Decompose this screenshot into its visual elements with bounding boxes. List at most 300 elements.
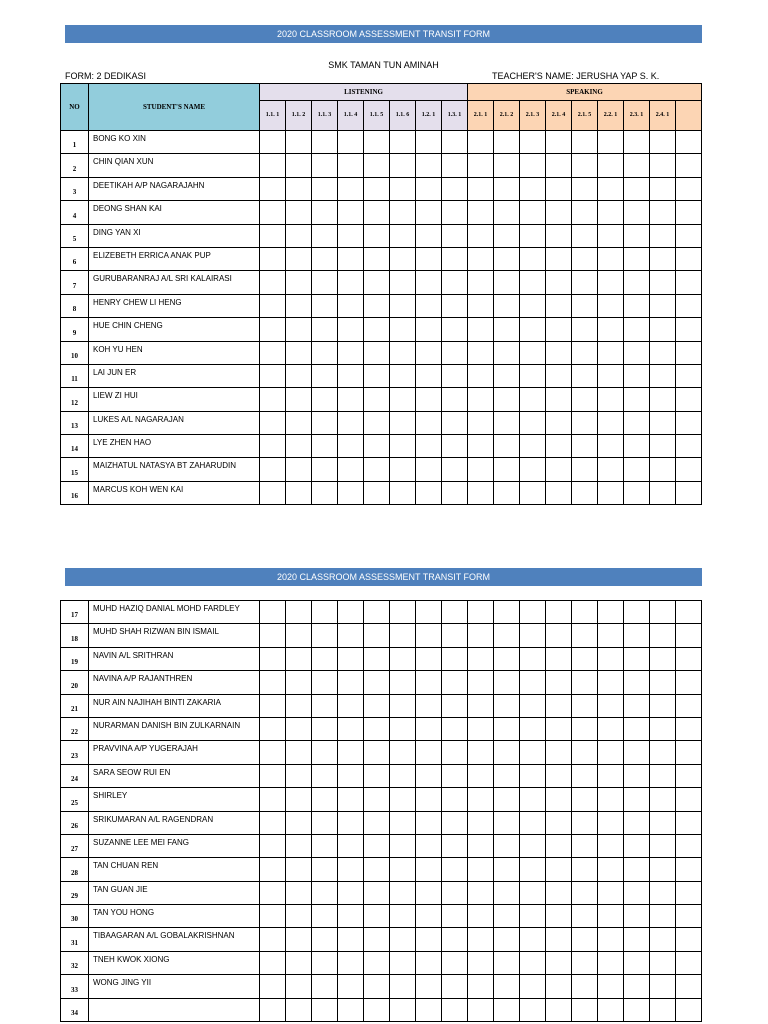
speaking-mark-cell[interactable] (468, 388, 494, 411)
speaking-mark-cell[interactable] (650, 177, 676, 200)
speaking-mark-cell[interactable] (624, 458, 650, 481)
listening-mark-cell[interactable] (364, 624, 390, 647)
listening-mark-cell[interactable] (416, 881, 442, 904)
listening-mark-cell[interactable] (260, 458, 286, 481)
speaking-mark-cell[interactable] (676, 131, 702, 154)
speaking-mark-cell[interactable] (598, 717, 624, 740)
speaking-mark-cell[interactable] (494, 601, 520, 624)
listening-mark-cell[interactable] (442, 764, 468, 787)
speaking-mark-cell[interactable] (624, 928, 650, 951)
speaking-mark-cell[interactable] (598, 294, 624, 317)
listening-mark-cell[interactable] (416, 764, 442, 787)
speaking-mark-cell[interactable] (624, 177, 650, 200)
speaking-mark-cell[interactable] (468, 131, 494, 154)
speaking-mark-cell[interactable] (598, 271, 624, 294)
speaking-mark-cell[interactable] (494, 294, 520, 317)
listening-mark-cell[interactable] (260, 341, 286, 364)
speaking-mark-cell[interactable] (546, 458, 572, 481)
speaking-mark-cell[interactable] (650, 154, 676, 177)
listening-mark-cell[interactable] (364, 318, 390, 341)
listening-mark-cell[interactable] (260, 647, 286, 670)
speaking-mark-cell[interactable] (650, 764, 676, 787)
speaking-mark-cell[interactable] (624, 201, 650, 224)
speaking-mark-cell[interactable] (520, 998, 546, 1021)
listening-mark-cell[interactable] (442, 928, 468, 951)
speaking-mark-cell[interactable] (546, 647, 572, 670)
listening-mark-cell[interactable] (338, 294, 364, 317)
listening-mark-cell[interactable] (442, 834, 468, 857)
listening-mark-cell[interactable] (364, 341, 390, 364)
speaking-mark-cell[interactable] (468, 341, 494, 364)
speaking-mark-cell[interactable] (624, 671, 650, 694)
speaking-mark-cell[interactable] (572, 834, 598, 857)
listening-mark-cell[interactable] (338, 177, 364, 200)
listening-mark-cell[interactable] (312, 998, 338, 1021)
speaking-mark-cell[interactable] (520, 624, 546, 647)
listening-mark-cell[interactable] (442, 881, 468, 904)
speaking-mark-cell[interactable] (650, 411, 676, 434)
listening-mark-cell[interactable] (338, 154, 364, 177)
speaking-mark-cell[interactable] (624, 388, 650, 411)
speaking-mark-cell[interactable] (468, 294, 494, 317)
listening-mark-cell[interactable] (286, 928, 312, 951)
speaking-mark-cell[interactable] (468, 318, 494, 341)
listening-mark-cell[interactable] (416, 131, 442, 154)
speaking-mark-cell[interactable] (598, 458, 624, 481)
listening-mark-cell[interactable] (286, 764, 312, 787)
listening-mark-cell[interactable] (442, 131, 468, 154)
speaking-mark-cell[interactable] (494, 318, 520, 341)
listening-mark-cell[interactable] (286, 341, 312, 364)
listening-mark-cell[interactable] (312, 741, 338, 764)
listening-mark-cell[interactable] (260, 131, 286, 154)
speaking-mark-cell[interactable] (468, 741, 494, 764)
listening-mark-cell[interactable] (390, 764, 416, 787)
speaking-mark-cell[interactable] (598, 647, 624, 670)
speaking-mark-cell[interactable] (572, 647, 598, 670)
speaking-mark-cell[interactable] (624, 318, 650, 341)
speaking-mark-cell[interactable] (520, 154, 546, 177)
speaking-mark-cell[interactable] (520, 905, 546, 928)
speaking-mark-cell[interactable] (598, 154, 624, 177)
speaking-mark-cell[interactable] (624, 294, 650, 317)
speaking-mark-cell[interactable] (598, 318, 624, 341)
speaking-mark-cell[interactable] (624, 764, 650, 787)
speaking-mark-cell[interactable] (624, 247, 650, 270)
speaking-mark-cell[interactable] (650, 975, 676, 998)
speaking-mark-cell[interactable] (468, 154, 494, 177)
listening-mark-cell[interactable] (338, 411, 364, 434)
listening-mark-cell[interactable] (286, 411, 312, 434)
speaking-mark-cell[interactable] (520, 811, 546, 834)
listening-mark-cell[interactable] (338, 741, 364, 764)
listening-mark-cell[interactable] (312, 905, 338, 928)
listening-mark-cell[interactable] (416, 388, 442, 411)
speaking-mark-cell[interactable] (546, 271, 572, 294)
speaking-mark-cell[interactable] (520, 177, 546, 200)
listening-mark-cell[interactable] (416, 951, 442, 974)
speaking-mark-cell[interactable] (468, 834, 494, 857)
listening-mark-cell[interactable] (416, 411, 442, 434)
speaking-mark-cell[interactable] (572, 458, 598, 481)
listening-mark-cell[interactable] (442, 224, 468, 247)
listening-mark-cell[interactable] (442, 435, 468, 458)
listening-mark-cell[interactable] (286, 201, 312, 224)
listening-mark-cell[interactable] (338, 247, 364, 270)
listening-mark-cell[interactable] (364, 247, 390, 270)
listening-mark-cell[interactable] (416, 318, 442, 341)
listening-mark-cell[interactable] (364, 811, 390, 834)
speaking-mark-cell[interactable] (572, 318, 598, 341)
listening-mark-cell[interactable] (260, 905, 286, 928)
listening-mark-cell[interactable] (364, 764, 390, 787)
speaking-mark-cell[interactable] (624, 905, 650, 928)
listening-mark-cell[interactable] (416, 601, 442, 624)
speaking-mark-cell[interactable] (676, 411, 702, 434)
speaking-mark-cell[interactable] (520, 388, 546, 411)
listening-mark-cell[interactable] (312, 271, 338, 294)
speaking-mark-cell[interactable] (598, 624, 624, 647)
speaking-mark-cell[interactable] (676, 881, 702, 904)
listening-mark-cell[interactable] (390, 998, 416, 1021)
listening-mark-cell[interactable] (260, 998, 286, 1021)
listening-mark-cell[interactable] (364, 154, 390, 177)
listening-mark-cell[interactable] (390, 131, 416, 154)
listening-mark-cell[interactable] (286, 717, 312, 740)
speaking-mark-cell[interactable] (494, 154, 520, 177)
speaking-mark-cell[interactable] (494, 411, 520, 434)
speaking-mark-cell[interactable] (598, 411, 624, 434)
speaking-mark-cell[interactable] (624, 624, 650, 647)
speaking-mark-cell[interactable] (546, 318, 572, 341)
speaking-mark-cell[interactable] (494, 481, 520, 504)
speaking-mark-cell[interactable] (520, 481, 546, 504)
listening-mark-cell[interactable] (416, 717, 442, 740)
listening-mark-cell[interactable] (286, 741, 312, 764)
listening-mark-cell[interactable] (416, 341, 442, 364)
speaking-mark-cell[interactable] (546, 788, 572, 811)
listening-mark-cell[interactable] (312, 951, 338, 974)
listening-mark-cell[interactable] (416, 435, 442, 458)
speaking-mark-cell[interactable] (624, 364, 650, 387)
speaking-mark-cell[interactable] (468, 224, 494, 247)
listening-mark-cell[interactable] (416, 247, 442, 270)
speaking-mark-cell[interactable] (468, 881, 494, 904)
listening-mark-cell[interactable] (390, 717, 416, 740)
listening-mark-cell[interactable] (286, 998, 312, 1021)
speaking-mark-cell[interactable] (598, 364, 624, 387)
listening-mark-cell[interactable] (364, 998, 390, 1021)
listening-mark-cell[interactable] (260, 741, 286, 764)
speaking-mark-cell[interactable] (598, 975, 624, 998)
listening-mark-cell[interactable] (416, 741, 442, 764)
listening-mark-cell[interactable] (312, 294, 338, 317)
listening-mark-cell[interactable] (260, 201, 286, 224)
speaking-mark-cell[interactable] (494, 858, 520, 881)
speaking-mark-cell[interactable] (572, 764, 598, 787)
speaking-mark-cell[interactable] (650, 271, 676, 294)
speaking-mark-cell[interactable] (598, 341, 624, 364)
speaking-mark-cell[interactable] (624, 788, 650, 811)
speaking-mark-cell[interactable] (520, 858, 546, 881)
speaking-mark-cell[interactable] (572, 624, 598, 647)
speaking-mark-cell[interactable] (520, 741, 546, 764)
listening-mark-cell[interactable] (338, 858, 364, 881)
speaking-mark-cell[interactable] (520, 928, 546, 951)
listening-mark-cell[interactable] (312, 834, 338, 857)
listening-mark-cell[interactable] (260, 177, 286, 200)
speaking-mark-cell[interactable] (546, 294, 572, 317)
listening-mark-cell[interactable] (260, 694, 286, 717)
speaking-mark-cell[interactable] (520, 318, 546, 341)
speaking-mark-cell[interactable] (468, 201, 494, 224)
speaking-mark-cell[interactable] (572, 671, 598, 694)
listening-mark-cell[interactable] (416, 834, 442, 857)
speaking-mark-cell[interactable] (650, 224, 676, 247)
listening-mark-cell[interactable] (364, 858, 390, 881)
listening-mark-cell[interactable] (260, 858, 286, 881)
speaking-mark-cell[interactable] (494, 928, 520, 951)
listening-mark-cell[interactable] (338, 364, 364, 387)
listening-mark-cell[interactable] (442, 271, 468, 294)
listening-mark-cell[interactable] (338, 788, 364, 811)
speaking-mark-cell[interactable] (676, 458, 702, 481)
speaking-mark-cell[interactable] (676, 201, 702, 224)
listening-mark-cell[interactable] (390, 811, 416, 834)
listening-mark-cell[interactable] (416, 458, 442, 481)
listening-mark-cell[interactable] (312, 247, 338, 270)
listening-mark-cell[interactable] (390, 834, 416, 857)
speaking-mark-cell[interactable] (572, 154, 598, 177)
speaking-mark-cell[interactable] (468, 411, 494, 434)
listening-mark-cell[interactable] (442, 647, 468, 670)
speaking-mark-cell[interactable] (494, 834, 520, 857)
speaking-mark-cell[interactable] (546, 881, 572, 904)
listening-mark-cell[interactable] (286, 458, 312, 481)
speaking-mark-cell[interactable] (676, 388, 702, 411)
speaking-mark-cell[interactable] (572, 341, 598, 364)
listening-mark-cell[interactable] (338, 928, 364, 951)
listening-mark-cell[interactable] (260, 247, 286, 270)
speaking-mark-cell[interactable] (676, 318, 702, 341)
listening-mark-cell[interactable] (416, 928, 442, 951)
speaking-mark-cell[interactable] (650, 858, 676, 881)
speaking-mark-cell[interactable] (494, 247, 520, 270)
listening-mark-cell[interactable] (442, 717, 468, 740)
listening-mark-cell[interactable] (442, 788, 468, 811)
listening-mark-cell[interactable] (364, 131, 390, 154)
speaking-mark-cell[interactable] (650, 811, 676, 834)
listening-mark-cell[interactable] (442, 624, 468, 647)
speaking-mark-cell[interactable] (650, 341, 676, 364)
listening-mark-cell[interactable] (338, 224, 364, 247)
speaking-mark-cell[interactable] (468, 247, 494, 270)
speaking-mark-cell[interactable] (546, 224, 572, 247)
listening-mark-cell[interactable] (338, 811, 364, 834)
listening-mark-cell[interactable] (260, 811, 286, 834)
speaking-mark-cell[interactable] (650, 671, 676, 694)
speaking-mark-cell[interactable] (572, 177, 598, 200)
speaking-mark-cell[interactable] (494, 951, 520, 974)
listening-mark-cell[interactable] (364, 177, 390, 200)
speaking-mark-cell[interactable] (494, 624, 520, 647)
speaking-mark-cell[interactable] (494, 717, 520, 740)
speaking-mark-cell[interactable] (650, 435, 676, 458)
listening-mark-cell[interactable] (364, 271, 390, 294)
speaking-mark-cell[interactable] (572, 694, 598, 717)
speaking-mark-cell[interactable] (494, 435, 520, 458)
speaking-mark-cell[interactable] (572, 601, 598, 624)
speaking-mark-cell[interactable] (624, 224, 650, 247)
speaking-mark-cell[interactable] (624, 717, 650, 740)
listening-mark-cell[interactable] (390, 741, 416, 764)
speaking-mark-cell[interactable] (546, 694, 572, 717)
speaking-mark-cell[interactable] (676, 928, 702, 951)
listening-mark-cell[interactable] (390, 247, 416, 270)
speaking-mark-cell[interactable] (676, 811, 702, 834)
listening-mark-cell[interactable] (260, 928, 286, 951)
listening-mark-cell[interactable] (312, 364, 338, 387)
listening-mark-cell[interactable] (416, 364, 442, 387)
listening-mark-cell[interactable] (416, 294, 442, 317)
speaking-mark-cell[interactable] (676, 858, 702, 881)
speaking-mark-cell[interactable] (546, 741, 572, 764)
speaking-mark-cell[interactable] (572, 131, 598, 154)
speaking-mark-cell[interactable] (520, 764, 546, 787)
speaking-mark-cell[interactable] (624, 131, 650, 154)
speaking-mark-cell[interactable] (468, 435, 494, 458)
listening-mark-cell[interactable] (260, 881, 286, 904)
listening-mark-cell[interactable] (416, 481, 442, 504)
speaking-mark-cell[interactable] (546, 998, 572, 1021)
speaking-mark-cell[interactable] (468, 177, 494, 200)
listening-mark-cell[interactable] (364, 364, 390, 387)
speaking-mark-cell[interactable] (598, 201, 624, 224)
listening-mark-cell[interactable] (312, 458, 338, 481)
listening-mark-cell[interactable] (338, 388, 364, 411)
listening-mark-cell[interactable] (390, 601, 416, 624)
listening-mark-cell[interactable] (442, 601, 468, 624)
listening-mark-cell[interactable] (338, 341, 364, 364)
listening-mark-cell[interactable] (260, 951, 286, 974)
speaking-mark-cell[interactable] (494, 364, 520, 387)
speaking-mark-cell[interactable] (572, 998, 598, 1021)
listening-mark-cell[interactable] (416, 788, 442, 811)
speaking-mark-cell[interactable] (468, 271, 494, 294)
speaking-mark-cell[interactable] (650, 294, 676, 317)
listening-mark-cell[interactable] (416, 905, 442, 928)
speaking-mark-cell[interactable] (650, 905, 676, 928)
listening-mark-cell[interactable] (442, 247, 468, 270)
speaking-mark-cell[interactable] (520, 647, 546, 670)
speaking-mark-cell[interactable] (494, 811, 520, 834)
listening-mark-cell[interactable] (312, 975, 338, 998)
speaking-mark-cell[interactable] (468, 788, 494, 811)
speaking-mark-cell[interactable] (546, 247, 572, 270)
listening-mark-cell[interactable] (260, 975, 286, 998)
speaking-mark-cell[interactable] (494, 224, 520, 247)
speaking-mark-cell[interactable] (650, 601, 676, 624)
listening-mark-cell[interactable] (286, 881, 312, 904)
speaking-mark-cell[interactable] (650, 131, 676, 154)
listening-mark-cell[interactable] (442, 388, 468, 411)
listening-mark-cell[interactable] (260, 294, 286, 317)
speaking-mark-cell[interactable] (650, 741, 676, 764)
listening-mark-cell[interactable] (390, 224, 416, 247)
speaking-mark-cell[interactable] (650, 624, 676, 647)
speaking-mark-cell[interactable] (676, 717, 702, 740)
speaking-mark-cell[interactable] (572, 717, 598, 740)
speaking-mark-cell[interactable] (494, 341, 520, 364)
speaking-mark-cell[interactable] (572, 928, 598, 951)
speaking-mark-cell[interactable] (572, 364, 598, 387)
listening-mark-cell[interactable] (286, 671, 312, 694)
speaking-mark-cell[interactable] (598, 788, 624, 811)
speaking-mark-cell[interactable] (650, 364, 676, 387)
listening-mark-cell[interactable] (390, 177, 416, 200)
speaking-mark-cell[interactable] (546, 811, 572, 834)
listening-mark-cell[interactable] (390, 647, 416, 670)
speaking-mark-cell[interactable] (676, 364, 702, 387)
listening-mark-cell[interactable] (364, 975, 390, 998)
speaking-mark-cell[interactable] (650, 201, 676, 224)
speaking-mark-cell[interactable] (468, 601, 494, 624)
speaking-mark-cell[interactable] (468, 905, 494, 928)
listening-mark-cell[interactable] (390, 928, 416, 951)
listening-mark-cell[interactable] (260, 834, 286, 857)
listening-mark-cell[interactable] (338, 881, 364, 904)
listening-mark-cell[interactable] (286, 154, 312, 177)
speaking-mark-cell[interactable] (572, 741, 598, 764)
listening-mark-cell[interactable] (312, 811, 338, 834)
listening-mark-cell[interactable] (390, 154, 416, 177)
listening-mark-cell[interactable] (442, 975, 468, 998)
listening-mark-cell[interactable] (390, 271, 416, 294)
listening-mark-cell[interactable] (364, 741, 390, 764)
listening-mark-cell[interactable] (286, 601, 312, 624)
listening-mark-cell[interactable] (312, 177, 338, 200)
speaking-mark-cell[interactable] (520, 881, 546, 904)
speaking-mark-cell[interactable] (468, 481, 494, 504)
speaking-mark-cell[interactable] (520, 834, 546, 857)
listening-mark-cell[interactable] (312, 435, 338, 458)
listening-mark-cell[interactable] (364, 951, 390, 974)
speaking-mark-cell[interactable] (468, 671, 494, 694)
speaking-mark-cell[interactable] (520, 364, 546, 387)
listening-mark-cell[interactable] (364, 928, 390, 951)
speaking-mark-cell[interactable] (572, 881, 598, 904)
speaking-mark-cell[interactable] (494, 905, 520, 928)
speaking-mark-cell[interactable] (468, 458, 494, 481)
listening-mark-cell[interactable] (260, 318, 286, 341)
listening-mark-cell[interactable] (416, 975, 442, 998)
speaking-mark-cell[interactable] (598, 905, 624, 928)
listening-mark-cell[interactable] (338, 481, 364, 504)
speaking-mark-cell[interactable] (520, 224, 546, 247)
speaking-mark-cell[interactable] (546, 481, 572, 504)
listening-mark-cell[interactable] (312, 341, 338, 364)
listening-mark-cell[interactable] (416, 671, 442, 694)
speaking-mark-cell[interactable] (520, 788, 546, 811)
listening-mark-cell[interactable] (390, 858, 416, 881)
speaking-mark-cell[interactable] (624, 951, 650, 974)
listening-mark-cell[interactable] (338, 318, 364, 341)
speaking-mark-cell[interactable] (546, 177, 572, 200)
listening-mark-cell[interactable] (260, 601, 286, 624)
speaking-mark-cell[interactable] (676, 905, 702, 928)
listening-mark-cell[interactable] (364, 905, 390, 928)
listening-mark-cell[interactable] (390, 388, 416, 411)
